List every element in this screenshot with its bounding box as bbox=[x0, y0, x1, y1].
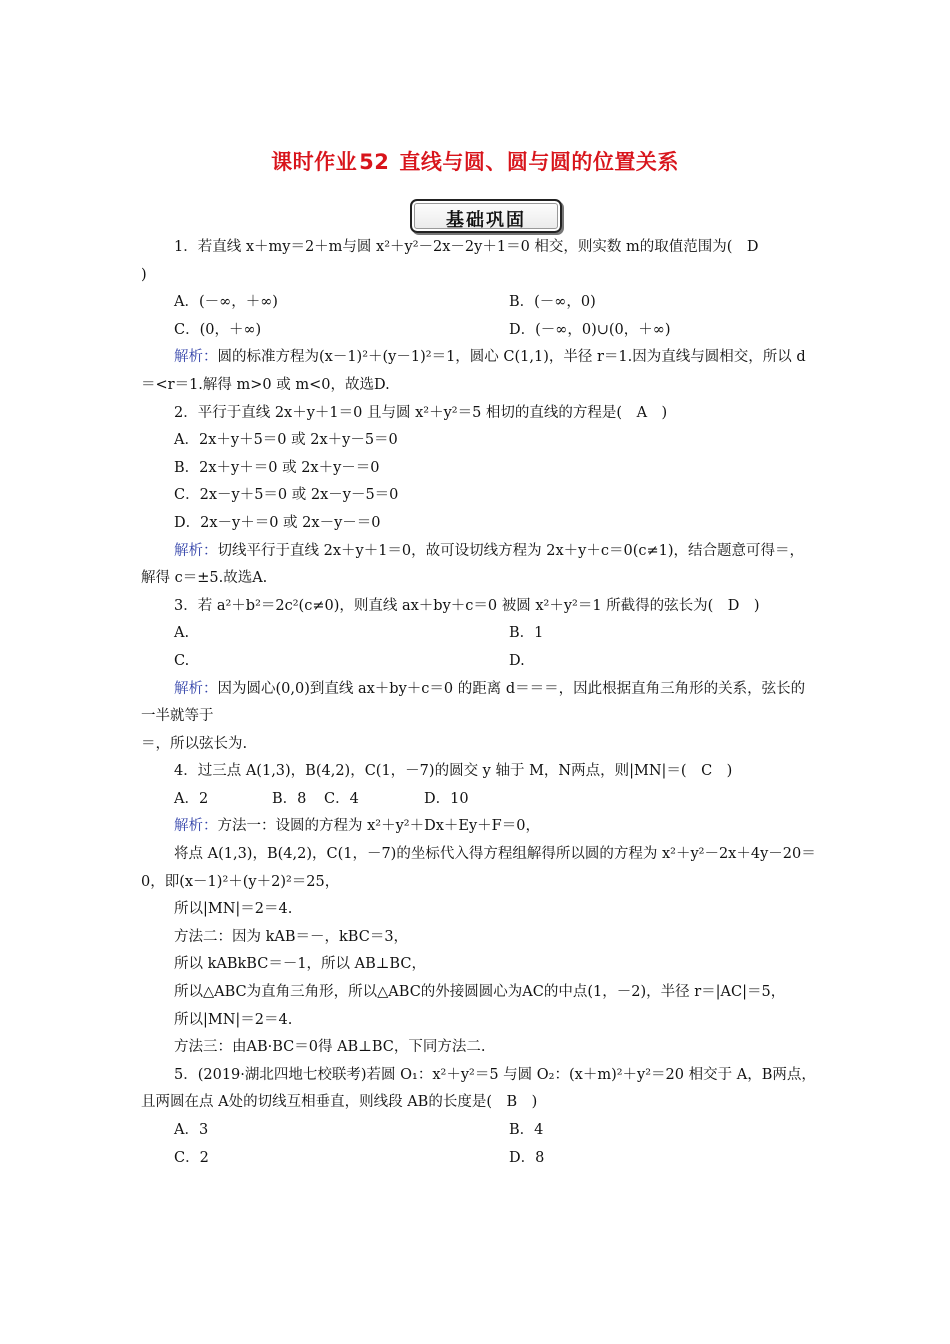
q3-options-row-1 bbox=[141, 620, 816, 648]
q5-options-row-1 bbox=[141, 1117, 816, 1145]
q1-analysis: 解析：圆的标准方程为(x－1)²＋(y－1)²＝1，圆心 C(1,1)，半径 r＝1.因为直线与圆相交，所以 d＝<r＝1.解得 m>0 或 m<0，故选D. bbox=[141, 349, 806, 393]
q3-analysis: 解析：因为圆心(0,0)到直线 ax＋by＋c＝0 的距离 d＝＝＝，因此根据直角三角形的关系，弦长的一半就等于 bbox=[141, 680, 806, 725]
q3-options-row-2 bbox=[141, 648, 816, 676]
q4-analysis-line-4: 方法二：因为 kAB＝－，kBC＝3， bbox=[174, 928, 409, 945]
analysis-label: 解析： bbox=[174, 542, 218, 559]
q2-analysis: 解析：切线平行于直线 2x＋y＋1＝0，故可设切线方程为 2x＋y＋c＝0(c≠1)，结合题意可得＝，解得 c＝±5.故选A. bbox=[141, 542, 805, 587]
q4-option-b: B．8 bbox=[272, 790, 307, 807]
q4-options-row bbox=[141, 786, 816, 814]
q3-analysis-cont: ＝，所以弦长为. bbox=[141, 735, 248, 752]
title-prefix: 课时作业 bbox=[271, 150, 358, 174]
q2-option-c: C．2x－y＋5＝0 或 2x－y－5＝0 bbox=[174, 487, 399, 504]
q5-option-b: B．4 bbox=[509, 1122, 544, 1138]
page-title bbox=[0, 146, 950, 176]
q4-stem: 4．过三点 A(1,3)，B(4,2)，C(1，－7)的圆交 y 轴于 M，N两点，则|MN|＝( C ) bbox=[174, 763, 733, 780]
q5-option-d: D．8 bbox=[509, 1149, 545, 1166]
q1-options-row-2 bbox=[141, 317, 816, 345]
q4-analysis-line-2: 将点 A(1,3)，B(4,2)，C(1，－7)的坐标代入得方程组解得所以圆的方程为 x²＋y²－2x＋4y－20＝0，即(x－1)²＋(y＋2)²＝25， bbox=[141, 846, 816, 890]
analysis-label: 解析： bbox=[174, 818, 218, 835]
q5-options-row-2 bbox=[141, 1145, 816, 1173]
title-topic: 直线与圆、圆与圆的位置关系 bbox=[399, 150, 679, 174]
section-badge-label: 基础巩固 bbox=[446, 210, 526, 231]
q2-stem: 2．平行于直线 2x＋y＋1＝0 且与圆 x²＋y²＝5 相切的直线的方程是( A ) bbox=[174, 404, 668, 421]
q1-option-d: D．(－∞，0)∪(0，＋∞) bbox=[509, 321, 671, 338]
q1-stem-end: ) bbox=[141, 266, 147, 283]
q2-option-a: A．2x＋y＋5＝0 或 2x＋y－5＝0 bbox=[174, 432, 398, 449]
q3-option-a: A. bbox=[174, 625, 190, 642]
q4-option-c: C．4 bbox=[324, 790, 359, 807]
section-badge bbox=[410, 199, 562, 233]
q5-option-c: C．2 bbox=[174, 1149, 209, 1166]
q2-option-d: D．2x－y＋＝0 或 2x－y－＝0 bbox=[174, 514, 381, 531]
q5-option-a: A．3 bbox=[174, 1122, 209, 1138]
exercise-content bbox=[141, 234, 816, 1172]
q2-option-b: B．2x＋y＋＝0 或 2x＋y－＝0 bbox=[174, 459, 380, 476]
badge-frame bbox=[410, 199, 562, 233]
q1-options-row-1 bbox=[141, 289, 816, 317]
q3-option-c: C. bbox=[174, 652, 190, 669]
q1-stem: 1．若直线 x＋my＝2＋m与圆 x²＋y²－2x－2y＋1＝0 相交，则实数 m的取值范围为( D bbox=[174, 239, 759, 255]
analysis-label: 解析： bbox=[174, 349, 218, 366]
analysis-label: 解析： bbox=[174, 680, 218, 697]
q1-option-b: B．(－∞，0) bbox=[509, 294, 596, 311]
q3-option-d: D. bbox=[509, 652, 525, 669]
q4-analysis-line-7: 所以|MN|＝2＝4. bbox=[174, 1011, 293, 1028]
q4-analysis-line-8: 方法三：由AB·BC＝0得 AB⊥BC，下同方法二. bbox=[174, 1039, 486, 1056]
q4-analysis-line-1: 解析：方法一：设圆的方程为 x²＋y²＋Dx＋Ey＋F＝0， bbox=[174, 818, 540, 835]
q4-option-a: A．2 bbox=[174, 790, 209, 807]
q3-option-b: B．1 bbox=[509, 625, 544, 642]
q4-option-d: D．10 bbox=[424, 790, 469, 807]
q4-analysis-line-6: 所以△ABC为直角三角形，所以△ABC的外接圆圆心为AC的中点(1，－2)，半径 r＝|AC|＝5， bbox=[174, 984, 786, 1001]
q1-option-a: A．(－∞，＋∞) bbox=[174, 294, 278, 311]
title-number: 52 bbox=[359, 150, 390, 174]
q5-stem: 5．(2019·湖北四地七校联考)若圆 O₁：x²＋y²＝5 与圆 O₂：(x＋m)²＋y²＝20 相交于 A，B两点，且两圆在点 A处的切线互相垂直，则线段 AB的长度是( B ) bbox=[141, 1066, 816, 1111]
q4-analysis-line-3: 所以|MN|＝2＝4. bbox=[174, 901, 293, 918]
q4-analysis-line-5: 所以 kABkBC＝－1，所以 AB⊥BC， bbox=[174, 956, 426, 973]
q3-stem: 3．若 a²＋b²＝2c²(c≠0)，则直线 ax＋by＋c＝0 被圆 x²＋y²＝1 所截得的弦长为( D ) bbox=[174, 597, 760, 614]
q1-option-c: C．(0，＋∞) bbox=[174, 321, 262, 338]
